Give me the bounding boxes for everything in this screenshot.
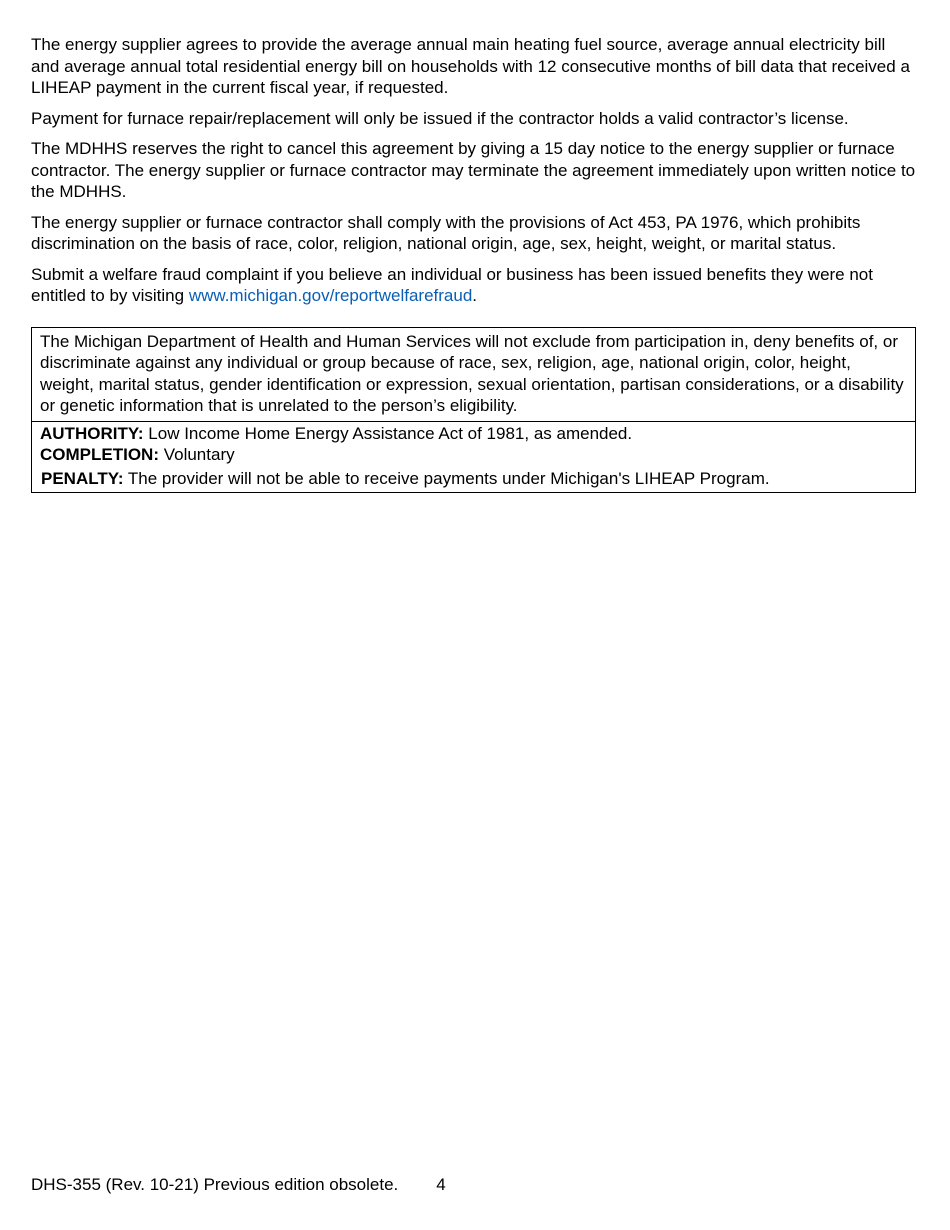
completion-text: Voluntary xyxy=(159,445,235,464)
report-welfare-fraud-link[interactable]: www.michigan.gov/reportwelfarefraud xyxy=(188,286,473,305)
page-number: 4 xyxy=(436,1175,446,1194)
paragraph-furnace-license: Payment for furnace repair/replacement will only be issued if the contractor holds a valid contractor’s license. xyxy=(31,108,849,128)
completion-line xyxy=(32,444,915,466)
penalty-text: The provider will not be able to receive payments under Michigan's LIHEAP Program. xyxy=(123,468,770,488)
penalty-label: PENALTY: xyxy=(41,468,124,488)
authority-line xyxy=(32,422,915,445)
fraud-complaint-end: . xyxy=(472,286,478,305)
authority-text: Low Income Home Energy Assistance Act of 1981, as amended. xyxy=(143,423,633,443)
paragraph-act-453: The energy supplier or furnace contractor shall comply with the provisions of Act 453, PA 1976, which prohibits discrimination on the basis of race, color, religion, national origin, age, sex, height, weight, or marital status. xyxy=(31,212,861,253)
completion-label: COMPLETION: xyxy=(40,445,159,464)
fraud-complaint-text: Submit a welfare fraud complaint if you believe an individual or business has been issued benefits they were not entitled to by visiting xyxy=(31,264,873,305)
paragraph-fraud-complaint xyxy=(31,264,917,307)
page-footer xyxy=(31,1174,446,1195)
nondiscrimination-statement: The Michigan Department of Health and Human Services will not exclude from participation in, deny benefits of, or discriminate against any individual or group because of race, sex, religion, age, national origin, color, height, weight, marital status, gender identification or expression, sexual orientation, partisan considerations, or a disability or genetic information that is unrelated to the person’s eligibility. xyxy=(32,328,915,422)
notice-box xyxy=(31,327,916,494)
form-id: DHS-355 (Rev. 10-21) Previous edition obsolete. xyxy=(31,1175,399,1194)
paragraph-cancellation: The MDHHS reserves the right to cancel this agreement by giving a 15 day notice to the energy supplier or furnace contractor. The energy supplier or furnace contractor may terminate the agreement immediately upon written notice to the MDHHS. xyxy=(31,139,916,201)
authority-label: AUTHORITY: xyxy=(40,423,144,443)
paragraph-energy-data: The energy supplier agrees to provide the average annual main heating fuel source, average annual electricity bill and average annual total residential energy bill on households with 12 consecutive months of bill data that received a LIHEAP payment in the current fiscal year, if requested. xyxy=(31,35,910,97)
document-body xyxy=(31,34,917,493)
penalty-line xyxy=(32,466,915,493)
